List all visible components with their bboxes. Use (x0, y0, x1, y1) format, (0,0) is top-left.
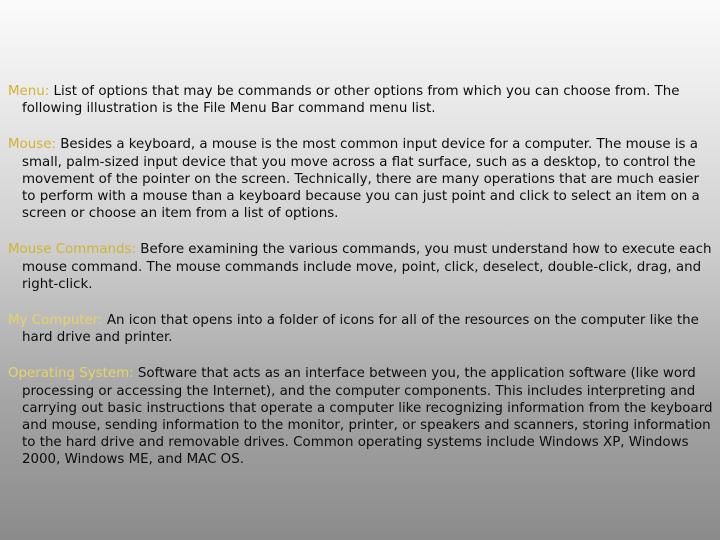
glossary-term: Mouse Commands: (8, 242, 137, 258)
glossary-definition: An icon that opens into a folder of icons for all of the resources on the computer like the hard drive and printer. (22, 313, 699, 346)
glossary-definition: Besides a keyboard, a mouse is the most common input device for a computer. The mouse is a small, palm-sized input device that you move across a flat surface, such as a desktop, to control the movement of the pointer on the screen. Technically, there are many operations that are much easier to perform with a mouse than a keyboard because you can just point and click to select an item on a screen or choose an item from a list of options. (22, 137, 700, 222)
glossary-term: My Computer: (8, 313, 103, 329)
glossary-entry-my-computer (8, 312, 714, 346)
glossary-entry-mouse-commands (8, 241, 714, 293)
glossary-term: Mouse: (8, 137, 56, 153)
glossary-entry-operating-system (8, 365, 714, 468)
glossary-definition: Software that acts as an interface between you, the application software (like word processing or accessing the Internet), and the computer components. This includes interpreting and carrying out basic instructions that operate a computer like recognizing information from the keyboard and mouse, sending information to the monitor, printer, or speakers and scanners, storing information to the hard drive and removable drives. Common operating systems include Windows XP, Windows 2000, Windows ME, and MAC OS. (22, 366, 713, 468)
glossary-definition: Before examining the various commands, you must understand how to execute each mouse command. The mouse commands include move, point, click, deselect, double-click, drag, and right-click. (22, 242, 712, 292)
glossary-entry-menu (8, 83, 714, 117)
glossary-entry-mouse (8, 136, 714, 222)
glossary-term: Menu: (8, 84, 50, 99)
glossary-list (8, 83, 714, 488)
glossary-term: Operating System: (8, 366, 134, 382)
glossary-definition: List of options that may be commands or other options from which you can choose from. The following illustration is the File Menu Bar command menu list. (22, 84, 680, 117)
